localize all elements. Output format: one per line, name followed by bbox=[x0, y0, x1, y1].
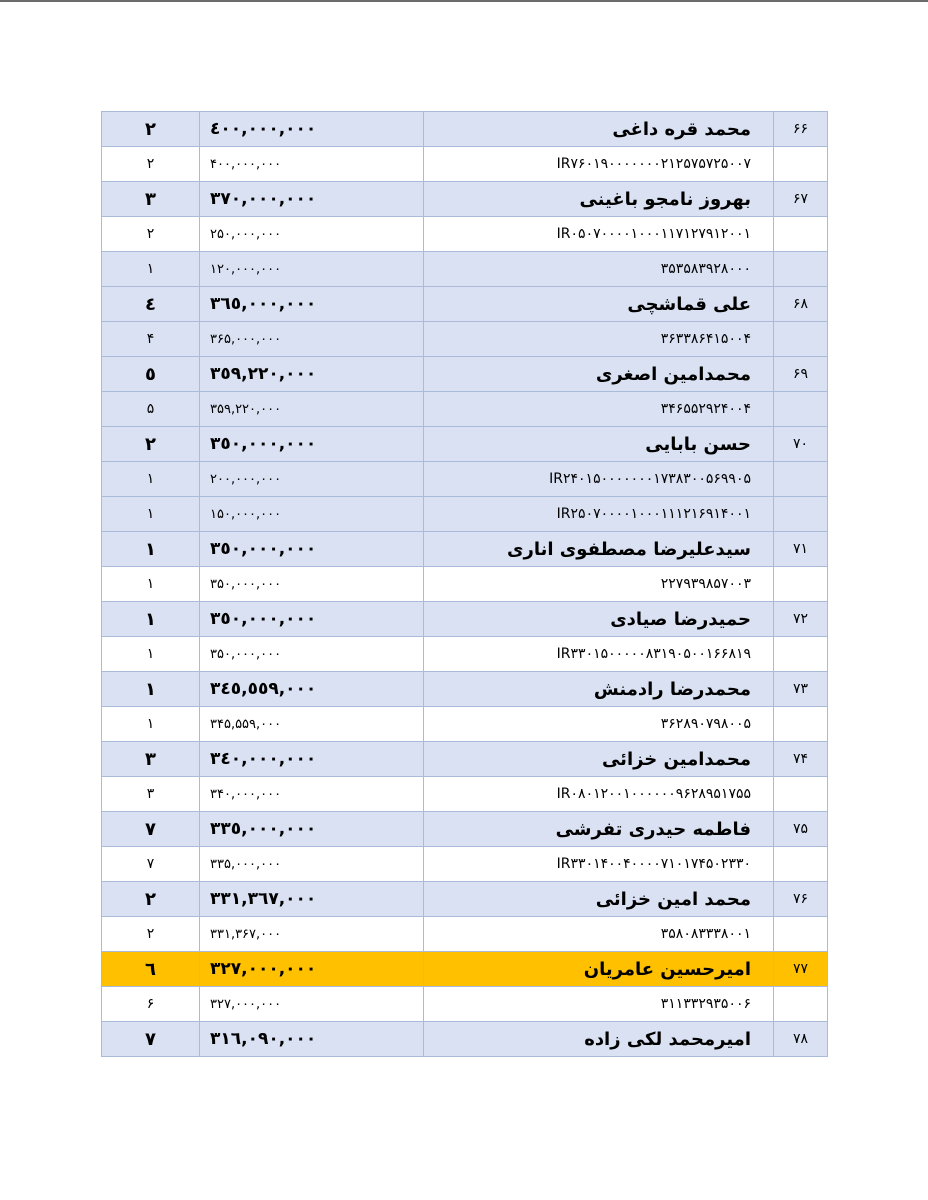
person-name-cell: محمدامین اصغری bbox=[424, 357, 774, 392]
amount-cell: ٣٥٠,٠٠٠,٠٠٠ bbox=[200, 532, 424, 567]
row-number-cell bbox=[774, 147, 828, 182]
account-number-cell: IR۰۸۰۱۲۰۰۱۰۰۰۰۰۰۹۶۲۸۹۵۱۷۵۵ bbox=[424, 777, 774, 812]
account-detail-row bbox=[102, 637, 828, 672]
person-summary-row bbox=[102, 532, 828, 567]
account-number-cell: IR۳۳۰۱۵۰۰۰۰۰۸۳۱۹۰۵۰۰۱۶۶۸۱۹ bbox=[424, 637, 774, 672]
row-number-cell: ۷۶ bbox=[774, 882, 828, 917]
account-number-cell: ۲۲۷۹۳۹۸۵۷۰۰۳ bbox=[424, 567, 774, 602]
person-name-cell: علی قماشچی bbox=[424, 287, 774, 322]
count-cell: ۲ bbox=[102, 147, 200, 182]
row-number-cell bbox=[774, 707, 828, 742]
amount-cell: ۳۶۵,۰۰۰,۰۰۰ bbox=[200, 322, 424, 357]
count-cell: ٥ bbox=[102, 357, 200, 392]
account-detail-row bbox=[102, 462, 828, 497]
person-name-cell: محمد امین خزائی bbox=[424, 882, 774, 917]
row-number-cell bbox=[774, 637, 828, 672]
account-number-cell: ۳۶۳۳۸۶۴۱۵۰۰۴ bbox=[424, 322, 774, 357]
count-cell: ۲ bbox=[102, 917, 200, 952]
amount-cell: ۳۵۰,۰۰۰,۰۰۰ bbox=[200, 567, 424, 602]
count-cell: ۴ bbox=[102, 322, 200, 357]
row-number-cell: ۷۷ bbox=[774, 952, 828, 987]
row-number-cell bbox=[774, 777, 828, 812]
ranking-table bbox=[101, 111, 828, 1057]
account-detail-row bbox=[102, 322, 828, 357]
person-name-cell: محمدرضا رادمنش bbox=[424, 672, 774, 707]
count-cell: ۱ bbox=[102, 637, 200, 672]
count-cell: ۱ bbox=[102, 567, 200, 602]
person-name-cell: امیرمحمد لکی زاده bbox=[424, 1022, 774, 1057]
account-detail-row bbox=[102, 777, 828, 812]
row-number-cell bbox=[774, 987, 828, 1022]
amount-cell: ٣٥٠,٠٠٠,٠٠٠ bbox=[200, 427, 424, 462]
count-cell: ۱ bbox=[102, 707, 200, 742]
row-number-cell bbox=[774, 462, 828, 497]
row-number-cell bbox=[774, 217, 828, 252]
person-summary-row bbox=[102, 112, 828, 147]
account-detail-row bbox=[102, 917, 828, 952]
amount-cell: ۳۵۰,۰۰۰,۰۰۰ bbox=[200, 637, 424, 672]
row-number-cell: ۶۷ bbox=[774, 182, 828, 217]
count-cell: ٣ bbox=[102, 742, 200, 777]
person-summary-row bbox=[102, 672, 828, 707]
row-number-cell bbox=[774, 252, 828, 287]
account-number-cell: IR۷۶۰۱۹۰۰۰۰۰۰۰۲۱۲۵۷۵۷۲۵۰۰۷ bbox=[424, 147, 774, 182]
amount-cell: ۳۲۷,۰۰۰,۰۰۰ bbox=[200, 987, 424, 1022]
top-border-line bbox=[0, 0, 928, 2]
account-detail-row bbox=[102, 497, 828, 532]
row-number-cell: ۷۸ bbox=[774, 1022, 828, 1057]
account-number-cell: ۳۱۱۳۳۲۹۳۵۰۰۶ bbox=[424, 987, 774, 1022]
highlighted-person-row bbox=[102, 952, 828, 987]
amount-cell: ٣٢٧,٠٠٠,٠٠٠ bbox=[200, 952, 424, 987]
amount-cell: ٣٧٠,٠٠٠,٠٠٠ bbox=[200, 182, 424, 217]
person-name-cell: محمد قره داغی bbox=[424, 112, 774, 147]
count-cell: ٣ bbox=[102, 182, 200, 217]
amount-cell: ٣٣٥,٠٠٠,٠٠٠ bbox=[200, 812, 424, 847]
amount-cell: ۱۲۰,۰۰۰,۰۰۰ bbox=[200, 252, 424, 287]
amount-cell: ۳۳۱,۳۶۷,۰۰۰ bbox=[200, 917, 424, 952]
account-detail-row bbox=[102, 252, 828, 287]
count-cell: ۱ bbox=[102, 497, 200, 532]
amount-cell: ۱۵۰,۰۰۰,۰۰۰ bbox=[200, 497, 424, 532]
amount-cell: ٣١٦,٠٩٠,٠٠٠ bbox=[200, 1022, 424, 1057]
person-summary-row bbox=[102, 882, 828, 917]
person-summary-row bbox=[102, 357, 828, 392]
person-name-cell: سیدعلیرضا مصطفوی اناری bbox=[424, 532, 774, 567]
row-number-cell: ۶۶ bbox=[774, 112, 828, 147]
person-summary-row bbox=[102, 287, 828, 322]
row-number-cell: ۷۴ bbox=[774, 742, 828, 777]
count-cell: ٤ bbox=[102, 287, 200, 322]
ranking-table-body bbox=[102, 112, 828, 1057]
person-summary-row bbox=[102, 742, 828, 777]
amount-cell: ۳۳۵,۰۰۰,۰۰۰ bbox=[200, 847, 424, 882]
row-number-cell bbox=[774, 567, 828, 602]
account-number-cell: ۳۵۳۵۸۳۹۲۸۰۰۰ bbox=[424, 252, 774, 287]
account-detail-row bbox=[102, 987, 828, 1022]
account-detail-row bbox=[102, 147, 828, 182]
row-number-cell: ۶۹ bbox=[774, 357, 828, 392]
row-number-cell: ۷۵ bbox=[774, 812, 828, 847]
amount-cell: ۳۴۰,۰۰۰,۰۰۰ bbox=[200, 777, 424, 812]
amount-cell: ٣٥٩,٢٢٠,٠٠٠ bbox=[200, 357, 424, 392]
person-summary-row bbox=[102, 182, 828, 217]
amount-cell: ۲۵۰,۰۰۰,۰۰۰ bbox=[200, 217, 424, 252]
account-number-cell: ۳۶۲۸۹۰۷۹۸۰۰۵ bbox=[424, 707, 774, 742]
amount-cell: ٣٥٠,٠٠٠,٠٠٠ bbox=[200, 602, 424, 637]
person-summary-row bbox=[102, 1022, 828, 1057]
person-name-cell: محمدامین خزائی bbox=[424, 742, 774, 777]
count-cell: ٧ bbox=[102, 812, 200, 847]
person-name-cell: حمیدرضا صیادی bbox=[424, 602, 774, 637]
account-detail-row bbox=[102, 392, 828, 427]
count-cell: ٦ bbox=[102, 952, 200, 987]
person-summary-row bbox=[102, 602, 828, 637]
count-cell: ۵ bbox=[102, 392, 200, 427]
row-number-cell bbox=[774, 917, 828, 952]
person-summary-row bbox=[102, 427, 828, 462]
person-name-cell: بهروز نامجو باغینی bbox=[424, 182, 774, 217]
person-summary-row bbox=[102, 812, 828, 847]
row-number-cell: ۷۰ bbox=[774, 427, 828, 462]
count-cell: ۱ bbox=[102, 462, 200, 497]
amount-cell: ۳۵۹,۲۲۰,۰۰۰ bbox=[200, 392, 424, 427]
account-number-cell: ۳۵۸۰۸۳۳۳۸۰۰۱ bbox=[424, 917, 774, 952]
count-cell: ۷ bbox=[102, 847, 200, 882]
row-number-cell bbox=[774, 497, 828, 532]
count-cell: ١ bbox=[102, 532, 200, 567]
amount-cell: ٣٦٥,٠٠٠,٠٠٠ bbox=[200, 287, 424, 322]
count-cell: ۲ bbox=[102, 217, 200, 252]
amount-cell: ٣٤٠,٠٠٠,٠٠٠ bbox=[200, 742, 424, 777]
row-number-cell bbox=[774, 847, 828, 882]
amount-cell: ٣٣١,٣٦٧,٠٠٠ bbox=[200, 882, 424, 917]
amount-cell: ٣٤٥,٥٥٩,٠٠٠ bbox=[200, 672, 424, 707]
count-cell: ۱ bbox=[102, 252, 200, 287]
count-cell: ۶ bbox=[102, 987, 200, 1022]
person-name-cell: فاطمه حیدری تفرشی bbox=[424, 812, 774, 847]
account-number-cell: IR۲۵۰۷۰۰۰۰۱۰۰۰۱۱۱۲۱۶۹۱۴۰۰۱ bbox=[424, 497, 774, 532]
row-number-cell bbox=[774, 392, 828, 427]
account-number-cell: IR۰۵۰۷۰۰۰۰۱۰۰۰۱۱۷۱۲۷۹۱۲۰۰۱ bbox=[424, 217, 774, 252]
account-detail-row bbox=[102, 567, 828, 602]
count-cell: ٧ bbox=[102, 1022, 200, 1057]
amount-cell: ۳۴۵,۵۵۹,۰۰۰ bbox=[200, 707, 424, 742]
count-cell: ۳ bbox=[102, 777, 200, 812]
person-name-cell: حسن بابایی bbox=[424, 427, 774, 462]
count-cell: ٢ bbox=[102, 112, 200, 147]
account-number-cell: IR۳۳۰۱۴۰۰۴۰۰۰۰۷۱۰۱۷۴۵۰۲۳۳۰ bbox=[424, 847, 774, 882]
person-name-cell: امیرحسین عامریان bbox=[424, 952, 774, 987]
amount-cell: ۲۰۰,۰۰۰,۰۰۰ bbox=[200, 462, 424, 497]
account-detail-row bbox=[102, 847, 828, 882]
count-cell: ١ bbox=[102, 672, 200, 707]
ranking-table-container bbox=[101, 111, 828, 1057]
account-number-cell: ۳۴۶۵۵۲۹۲۴۰۰۴ bbox=[424, 392, 774, 427]
amount-cell: ٤٠٠,٠٠٠,٠٠٠ bbox=[200, 112, 424, 147]
account-number-cell: IR۲۴۰۱۵۰۰۰۰۰۰۰۱۷۳۸۳۰۰۵۶۹۹۰۵ bbox=[424, 462, 774, 497]
count-cell: ٢ bbox=[102, 882, 200, 917]
row-number-cell: ۷۲ bbox=[774, 602, 828, 637]
row-number-cell: ۷۱ bbox=[774, 532, 828, 567]
row-number-cell bbox=[774, 322, 828, 357]
amount-cell: ۴۰۰,۰۰۰,۰۰۰ bbox=[200, 147, 424, 182]
row-number-cell: ۷۳ bbox=[774, 672, 828, 707]
count-cell: ٢ bbox=[102, 427, 200, 462]
account-detail-row bbox=[102, 707, 828, 742]
row-number-cell: ۶۸ bbox=[774, 287, 828, 322]
account-detail-row bbox=[102, 217, 828, 252]
count-cell: ١ bbox=[102, 602, 200, 637]
